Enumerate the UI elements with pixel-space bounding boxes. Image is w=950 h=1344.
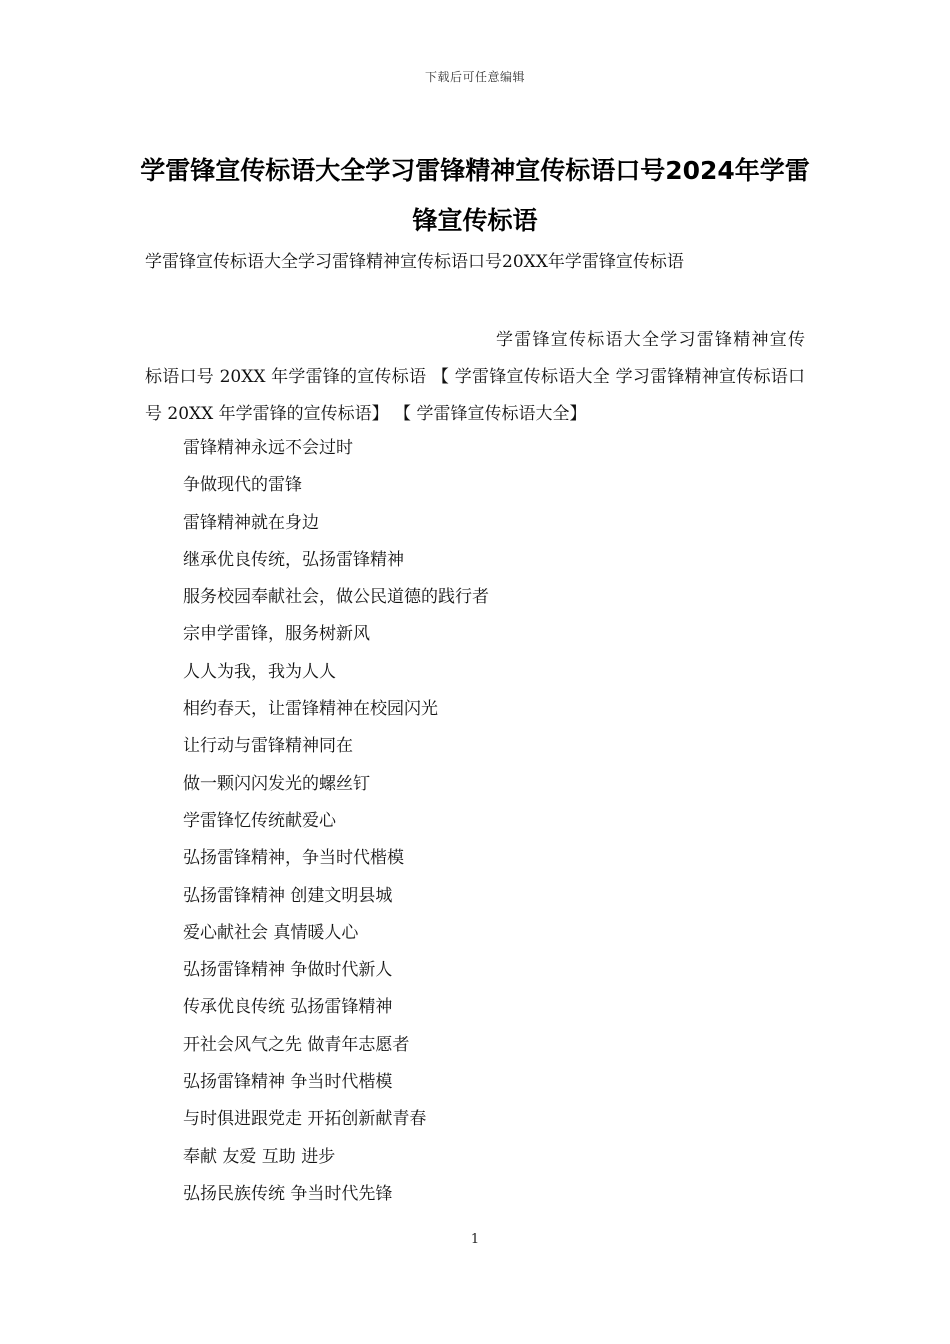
slogan-item: 宗申学雷锋，服务树新风 bbox=[183, 624, 370, 645]
slogan-item: 雷锋精神就在身边 bbox=[183, 512, 319, 533]
slogan-item: 开社会风气之先 做青年志愿者 bbox=[183, 1034, 410, 1055]
document-subtitle: 学雷锋宣传标语大全学习雷锋精神宣传标语口号20XX年学雷锋宣传标语 bbox=[145, 252, 684, 272]
slogan-item: 弘扬雷锋精神 创建文明县城 bbox=[183, 885, 393, 906]
slogan-item: 做一颗闪闪发光的螺丝钉 bbox=[183, 773, 370, 794]
slogan-item: 传承优良传统 弘扬雷锋精神 bbox=[183, 997, 393, 1018]
slogan-item: 弘扬雷锋精神 争做时代新人 bbox=[183, 960, 393, 981]
slogan-item: 继承优良传统，弘扬雷锋精神 bbox=[183, 549, 404, 570]
slogan-item: 让行动与雷锋精神同在 bbox=[183, 736, 353, 757]
page-number: 1 bbox=[470, 1232, 480, 1247]
slogan-item: 争做现代的雷锋 bbox=[183, 475, 302, 496]
slogan-item: 弘扬雷锋精神 争当时代楷模 bbox=[183, 1072, 393, 1093]
slogan-item: 相约春天，让雷锋精神在校园闪光 bbox=[183, 699, 438, 720]
slogan-item: 人人为我，我为人人 bbox=[183, 661, 336, 682]
slogan-item: 奉献 友爱 互助 进步 bbox=[183, 1146, 336, 1167]
slogan-item: 弘扬雷锋精神，争当时代楷模 bbox=[183, 848, 404, 869]
header-note: 下载后可任意编辑 bbox=[424, 70, 525, 84]
slogan-item: 爱心献社会 真情暖人心 bbox=[183, 922, 359, 943]
intro-paragraph: 学雷锋宣传标语大全学习雷锋精神宣传 标语口号 20XX 年学雷锋的宣传标语 【 学雷锋宣传标语大全 学习雷锋精神宣传标语口号 20XX 年学雷锋的宣传标语】 【 学雷锋宣传标语大全】 bbox=[145, 330, 805, 424]
document-title: 学雷锋宣传标语大全学习雷锋精神宣传标语口号2024年学雷锋宣传标语 bbox=[140, 156, 810, 235]
slogan-item: 雷锋精神永远不会过时 bbox=[183, 438, 353, 458]
slogan-item: 学雷锋忆传统献爱心 bbox=[183, 810, 336, 831]
slogan-item: 与时俱进跟党走 开拓创新献青春 bbox=[183, 1109, 427, 1130]
slogan-item: 服务校园奉献社会，做公民道德的践行者 bbox=[183, 587, 489, 608]
slogan-item: 弘扬民族传统 争当时代先锋 bbox=[183, 1183, 393, 1204]
slogan-list bbox=[183, 430, 489, 1213]
